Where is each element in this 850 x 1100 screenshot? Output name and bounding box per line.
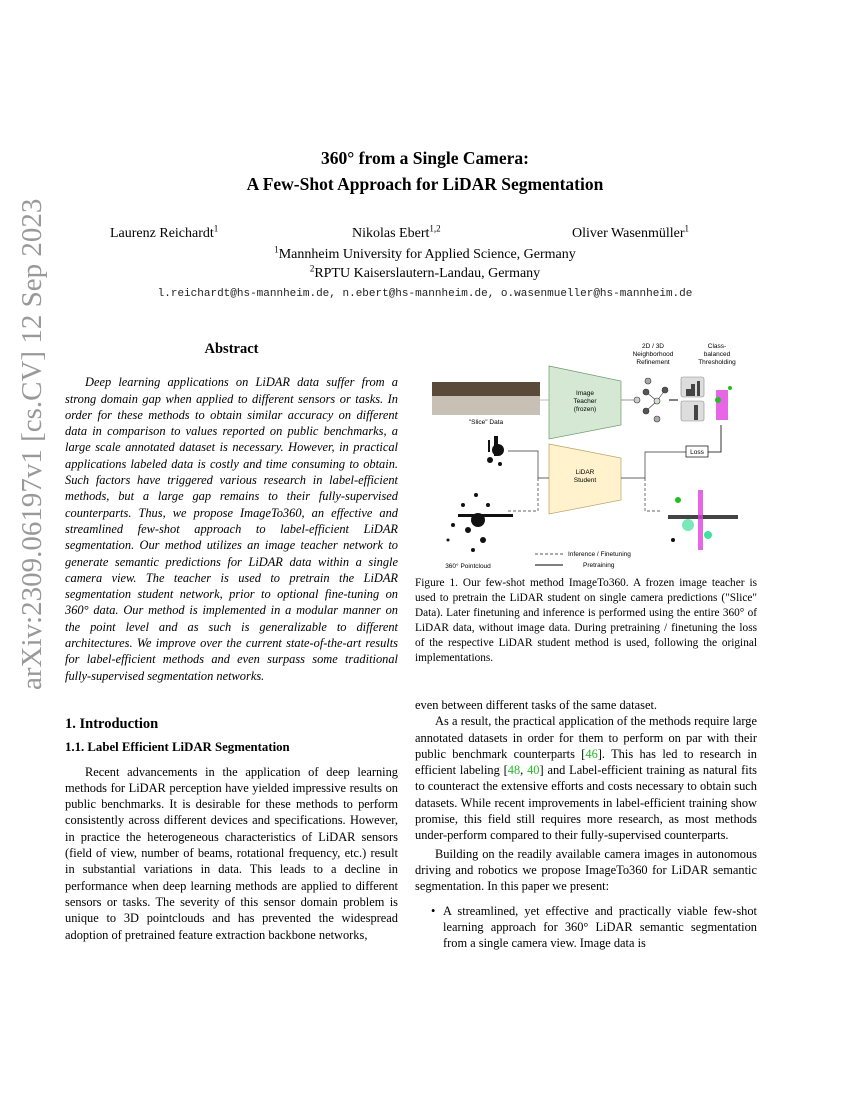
text: As a result, the practical application of the methods require large annotated datasets in order for them to perform on par with their public benchmark counterparts [	[415, 714, 757, 761]
aff-sup: 2	[309, 263, 315, 274]
intro-paragraph-2: As a result, the practical application of the methods require large annotated datasets in order for them to perform on par with their public benchmark counterparts [46]. This has led to research in efficient labeling [48, 40] and Label-efficient training as natural fits to counteract the extensive efforts and costs necessary to obtain such datasets. While recent improvements in label-efficient training show promise, this field still requires more research, as most methods under-perform compared to their fully-supervised counterparts.	[415, 714, 757, 843]
paper-title	[0, 145, 850, 197]
teacher-prediction	[715, 386, 732, 420]
intro-paragraph-3: Building on the readily available camera images in autonomous driving and robotics we propose ImageTo360 for LiDAR semantic segmentation. In this paper we present:	[415, 846, 757, 894]
student-prediction	[668, 490, 738, 550]
refine-label: 2D / 3D	[641, 343, 665, 350]
figure-1-diagram	[428, 340, 746, 572]
author	[110, 223, 219, 242]
thresh-label: Class-	[707, 343, 727, 350]
student-label: LiDAR	[575, 469, 595, 476]
histogram-icon	[681, 401, 704, 421]
contribution-list	[415, 903, 757, 952]
emails: l.reichardt@hs-mannheim.de, n.ebert@hs-mannheim.de, o.wasenmueller@hs-mannheim.de	[157, 288, 693, 300]
full-pointcloud	[447, 493, 514, 552]
thresh-label: balanced	[703, 351, 731, 358]
refine-label: Refinement	[636, 359, 670, 366]
intro-paragraph: Recent advancements in the application of deep learning methods for LiDAR perception have yielded impressive results on public benchmarks. It is desirable for these methods to perform consistently across different devices and specifications. However, in practice the heterogeneous characteristics of LiDAR sensors (field of view, number of beams, rotational frequency, etc.) result in substantial variations in data. This leads to a decline in performance when deep learning methods are applied to different sensors or tasks. The severity of this sensor domain problem is unique to 3D pointclouds and has prevented the widespread adoption of pretrained feature extraction backbone networks,	[65, 764, 398, 942]
aff-sup: 1	[274, 244, 279, 255]
author-sup: 1	[213, 223, 219, 234]
arxiv-identifier: arXiv:2309.06197v1 [cs.CV] 12 Sep 2023	[16, 198, 48, 690]
refine-label: Neighborhood	[632, 351, 674, 358]
legend-dashed-label: Inference / Finetuning	[568, 551, 631, 558]
thresh-label: Thresholding	[698, 359, 736, 366]
author-name: Laurenz Reichardt	[110, 226, 214, 241]
teacher-label: Teacher	[573, 398, 597, 405]
intro-paragraph-cont: even between different tasks of the same dataset.	[415, 698, 657, 712]
teacher-label: (frozen)	[573, 406, 597, 413]
abstract-text: Deep learning applications on LiDAR data suffer from a strong domain gap when applied to different sensors or tasks. In order for these methods to obtain similar accuracy on different data in comparison to values reported on public benchmarks, a large scale annotated dataset is necessary. However, in practical applications labeled data is costly and time consuming to obtain. Such factors have triggered various research in label-efficient methods, but a large gap remains to their fully-supervised counterparts. Thus, we propose ImageTo360, an effective and streamlined few-shot approach to label-efficient LiDAR segmentation. Our method utilizes an image teacher network to generate semantic predictions for LiDAR data within a single camera view. The teacher is used to pretrain the LiDAR segmentation student network, prior to optional fine-tuning on 360° data. Our method is implemented in a modular manner on the point level and as such is generalizable to different architectures. We improve over the current state-of-the-art results for label-efficient methods and even surpass some traditional fully-supervised segmentation networks.	[65, 375, 398, 683]
affiliation	[0, 264, 850, 283]
aff-text: Mannheim University for Applied Science, Germany	[278, 247, 576, 262]
list-item: • A streamlined, yet effective and practically viable few-shot learning approach for 360° LiDAR semantic segmentation from a single camera view. Image data is	[415, 903, 757, 952]
figure-caption: Figure 1. Our few-shot method ImageTo360. A frozen image teacher is used to pretrain the LiDAR student on single camera predictions ("Slice" Data). Later finetuning and inference is performed using the entire 360° of LiDAR data, without image data. During pretraining / finetuning the loss of the respective LiDAR student method is used, following the original implementations.	[415, 577, 757, 664]
title-line-1: 360° from a Single Camera:	[321, 148, 529, 168]
pointcloud-label: 360° Pointcloud	[445, 563, 491, 570]
legend-solid-label: Pretraining	[583, 562, 615, 569]
author-name: Nikolas Ebert	[352, 226, 430, 241]
citation-link[interactable]: 40	[527, 763, 540, 778]
author-sup: 1	[684, 223, 690, 234]
slice-pointcloud	[487, 436, 504, 466]
title-line-2: A Few-Shot Approach for LiDAR Segmentation	[246, 174, 604, 194]
slice-label: "Slice" Data	[468, 419, 504, 426]
author	[572, 223, 690, 242]
text: ] and Label-efficient training as natural fits to counteract the extensive efforts and costs necessary to obtain such datasets. While recent improvements in label-efficient training show promise, this field still requires more research, as most methods under-perform compared to their fully-supervised counterparts.	[415, 763, 757, 843]
intro-heading: 1. Introduction	[65, 715, 159, 732]
affiliation	[0, 245, 850, 264]
teacher-label: Image	[575, 390, 595, 397]
author-name: Oliver Wasenmüller	[572, 226, 685, 241]
subsection-heading: 1.1. Label Efficient LiDAR Segmentation	[65, 740, 290, 755]
loss-label: Loss	[690, 449, 704, 456]
author	[352, 223, 441, 242]
citation-link[interactable]: 48	[507, 763, 521, 778]
road-image-part	[432, 396, 540, 415]
left-column	[65, 341, 398, 943]
right-column	[415, 697, 757, 951]
author-sup: 1,2	[429, 223, 441, 234]
citation-link[interactable]: 46	[585, 746, 598, 761]
text: ]. This has led to research in efficient labeling [	[415, 746, 757, 778]
student-label: Student	[573, 477, 597, 484]
neighborhood-graph	[634, 378, 668, 422]
abstract-heading: Abstract	[204, 341, 259, 357]
aff-text: RPTU Kaiserslautern-Landau, Germany	[314, 266, 541, 281]
